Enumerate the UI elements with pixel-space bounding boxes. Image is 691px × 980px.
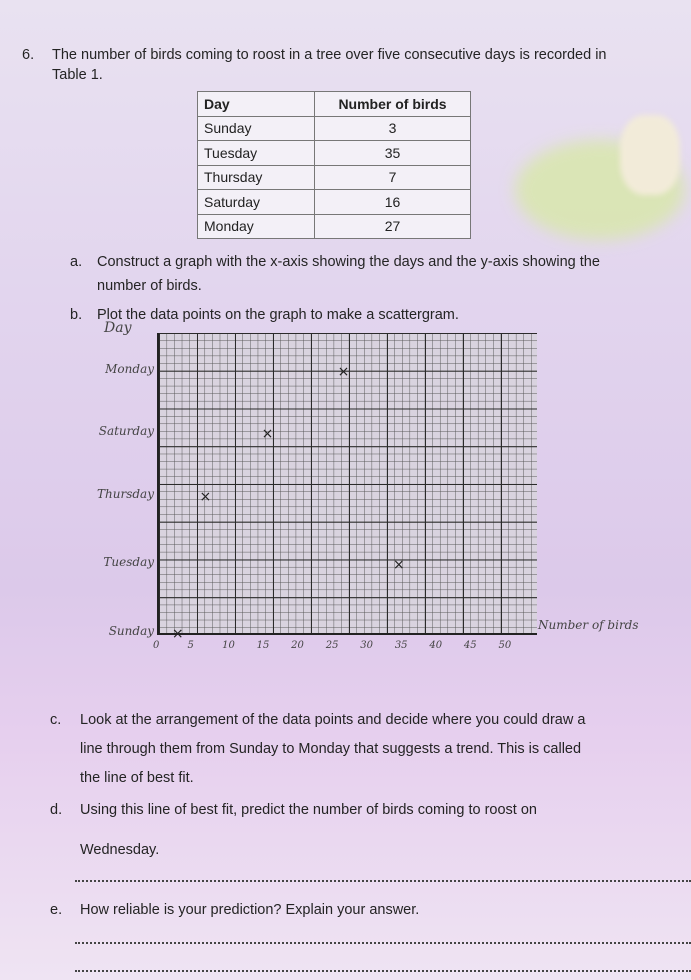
x-tick-label: 15 [256, 640, 270, 651]
table-row: Saturday 16 [198, 190, 471, 215]
question-number: 6. [22, 47, 35, 63]
x-tick-label: 25 [325, 640, 339, 651]
data-point-sunday: × [171, 626, 184, 642]
part-e-label: e. [50, 902, 63, 918]
part-e-text: How reliable is your prediction? Explain your answer. [80, 902, 420, 918]
answer-line-e[interactable] [75, 942, 691, 944]
data-point-thursday: × [199, 489, 212, 505]
background-object [620, 115, 680, 195]
part-a-text: Construct a graph with the x-axis showing the days and the y-axis showing the [97, 254, 600, 270]
part-d-label: d. [50, 802, 63, 818]
part-d-text-2: Wednesday. [80, 842, 160, 858]
data-point-tuesday: × [392, 557, 405, 573]
table-row: Sunday 3 [198, 116, 471, 141]
header-birds: Number of birds [315, 92, 471, 117]
part-b-text: Plot the data points on the graph to make a scattergram. [97, 307, 459, 323]
x-tick-label: 35 [394, 640, 408, 651]
question-intro-2: Table 1. [52, 67, 103, 83]
y-axis-label: Day [104, 320, 132, 336]
y-tick-label: Tuesday [103, 555, 154, 569]
x-tick-label: 40 [429, 640, 443, 651]
answer-line-d[interactable] [75, 880, 691, 882]
part-d-text: Using this line of best fit, predict the number of birds coming to roost on [80, 802, 537, 818]
x-tick-label: 0 [153, 640, 160, 651]
x-tick-label: 5 [187, 640, 194, 651]
part-a-text-2: number of birds. [97, 278, 202, 294]
part-b-label: b. [70, 307, 83, 323]
birds-table [197, 91, 471, 239]
part-c-text-2: line through them from Sunday to Monday that suggests a trend. This is called [80, 741, 582, 757]
part-c-label: c. [50, 712, 62, 728]
part-c-text: Look at the arrangement of the data points and decide where you could draw a [80, 712, 586, 728]
x-tick-label: 30 [360, 640, 373, 651]
answer-line-e-2[interactable] [75, 970, 691, 972]
table-row: Monday 27 [198, 214, 471, 239]
x-tick-label: 45 [463, 640, 477, 651]
data-point-saturday: × [261, 426, 274, 442]
y-tick-label: Monday [105, 362, 154, 376]
table-row: Tuesday 35 [198, 141, 471, 166]
table-header [198, 92, 471, 117]
header-day: Day [198, 92, 315, 117]
table-row: Thursday 7 [198, 165, 471, 190]
x-axis-label: Number of birds [538, 618, 639, 632]
y-tick-label: Saturday [98, 424, 154, 438]
x-tick-label: 20 [291, 640, 304, 651]
y-tick-label: Thursday [97, 487, 154, 501]
x-tick-label: 50 [498, 640, 512, 651]
x-tick-label: 10 [222, 640, 235, 651]
y-tick-label: Sunday [108, 624, 154, 638]
part-a-label: a. [70, 254, 83, 270]
part-c-text-3: the line of best fit. [80, 770, 194, 786]
question-intro: The number of birds coming to roost in a tree over five consecutive days is recorded in [52, 47, 607, 63]
data-point-monday: × [337, 364, 350, 380]
